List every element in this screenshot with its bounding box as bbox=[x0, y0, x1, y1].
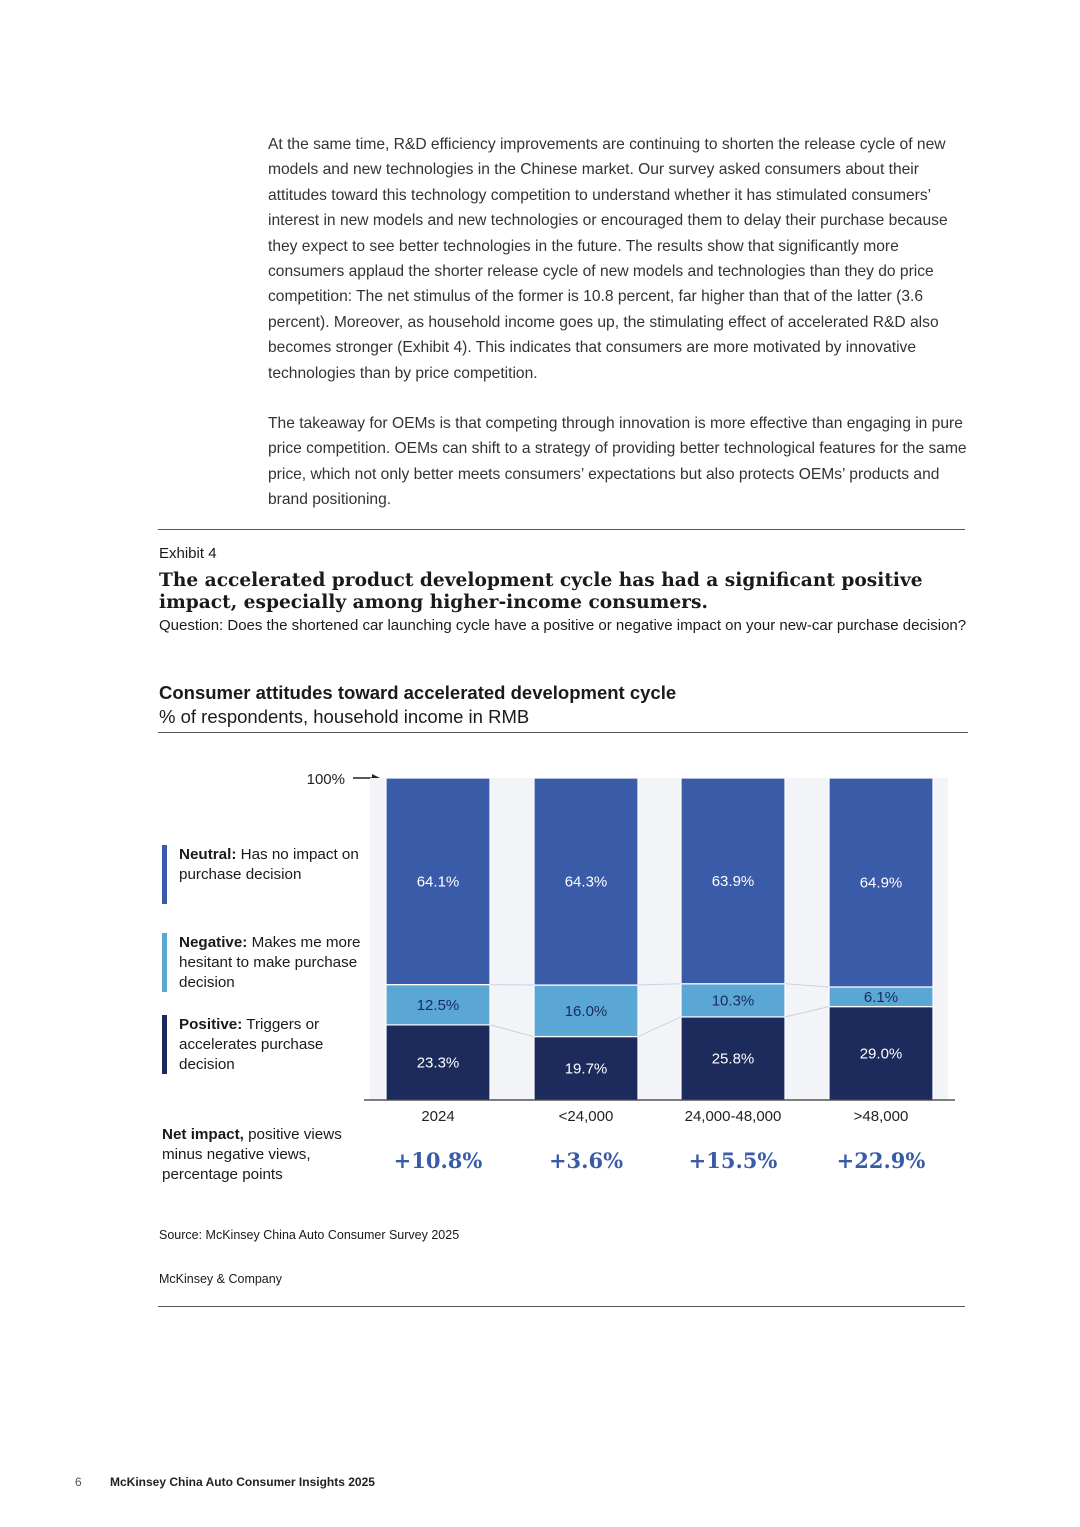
exhibit-label: Exhibit 4 bbox=[159, 545, 217, 562]
exhibit-question: Question: Does the shortened car launching cycle have a positive or negative impact on your new-car purchase decision? bbox=[159, 617, 967, 634]
data-label: 23.3% bbox=[416, 1054, 460, 1072]
paragraph-1: At the same time, R&D efficiency improvements are continuing to shorten the release cycle of new models and new technologies in the Chinese market. Our survey asked consumers about their attitudes toward this technology competition to understand whether it has stimulated consumers’ interest in new models and new technologies or encouraged them to delay their purchase because they expect to see better technologies in the future. The results show that significantly more consumers applaud the shorter release cycle of new models and technologies than they do price competition: The net stimulus of the former is 10.8 percent, far higher than that of the latter (3.6 percent). Moreover, as household income goes up, the stimulating effect of accelerated R&D also becomes stronger (Exhibit 4). This indicates that consumers are more motivated by innovative technologies than by price competition. bbox=[268, 136, 948, 382]
paragraph-2: The takeaway for OEMs is that competing through innovation is more effective than engaging in pure price competition. OEMs can shift to a strategy of providing better technological features for the same price, which not only better meets consumers’ expectations but also protects OEMs’ products and brand positioning. bbox=[268, 415, 967, 509]
category-label: <24,000 bbox=[558, 1108, 614, 1125]
legend-positive-label: Positive: bbox=[179, 1016, 243, 1033]
net-impact-value: +15.5% bbox=[688, 1148, 778, 1173]
data-label: 10.3% bbox=[711, 992, 755, 1010]
legend-negative-label: Negative: bbox=[179, 934, 248, 951]
net-impact-value: +10.8% bbox=[393, 1148, 483, 1173]
data-label: 16.0% bbox=[564, 1002, 608, 1020]
bottom-rule bbox=[158, 1306, 965, 1307]
data-label: 63.9% bbox=[711, 872, 755, 890]
data-label: 6.1% bbox=[863, 988, 899, 1006]
category-label: 2024 bbox=[421, 1108, 455, 1125]
net-impact-label-text: positive views minus negative views, percentage points bbox=[162, 1126, 342, 1183]
net-impact-label-bold: Net impact, bbox=[162, 1126, 244, 1143]
chart-subtitle: % of respondents, household income in RMB bbox=[159, 706, 530, 727]
net-impact-value: +3.6% bbox=[548, 1148, 624, 1173]
legend-neutral-text: Has no impact on purchase decision bbox=[179, 846, 359, 883]
top-marker-label: 100% bbox=[306, 771, 345, 788]
legend-positive-text: Triggers or accelerates purchase decision bbox=[179, 1016, 324, 1073]
data-label: 64.9% bbox=[859, 874, 903, 892]
data-label: 29.0% bbox=[859, 1045, 903, 1063]
source-note: Source: McKinsey China Auto Consumer Survey 2025 bbox=[159, 1228, 460, 1242]
data-label: 25.8% bbox=[711, 1050, 755, 1068]
data-label: 19.7% bbox=[564, 1060, 608, 1078]
exhibit-title: The accelerated product development cycle has had a significant positive impact, especially among higher-income consumers. bbox=[159, 570, 923, 613]
data-label: 64.1% bbox=[416, 873, 460, 891]
page-number: 6 bbox=[75, 1475, 82, 1489]
chart-title: Consumer attitudes toward accelerated development cycle bbox=[159, 682, 677, 703]
data-label: 12.5% bbox=[416, 996, 460, 1014]
category-label: 24,000-48,000 bbox=[684, 1108, 782, 1125]
data-label: 64.3% bbox=[564, 873, 608, 891]
legend-negative-text: Makes me more hesitant to make purchase decision bbox=[179, 934, 361, 991]
category-label: >48,000 bbox=[853, 1108, 909, 1125]
footer-title: McKinsey China Auto Consumer Insights 2025 bbox=[110, 1475, 375, 1489]
legend-neutral-label: Neutral: bbox=[179, 846, 237, 863]
net-impact-value: +22.9% bbox=[836, 1148, 926, 1173]
brand-note: McKinsey & Company bbox=[159, 1272, 282, 1286]
